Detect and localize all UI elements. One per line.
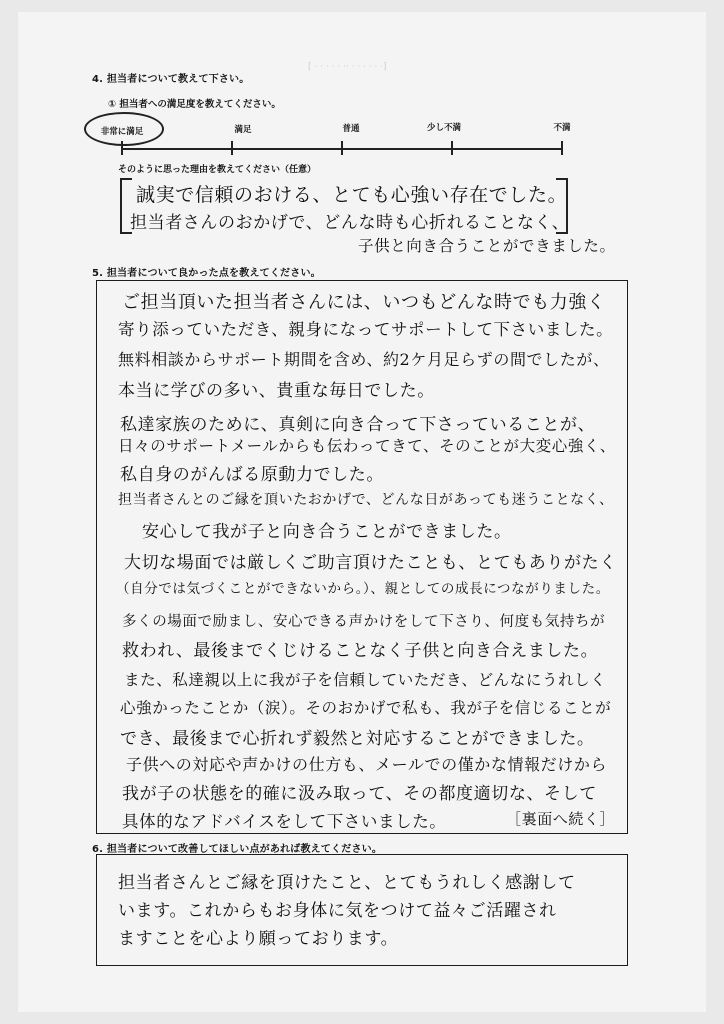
- q5-line-11: （自分では気づくことができないから。）、親としての成長につながりました。: [116, 581, 610, 597]
- reason-line-3: 子供と向き合うことができました。: [358, 237, 616, 255]
- q5-line-16: でき、最後まで心折れず毅然と対応することができました。: [120, 729, 595, 749]
- scale-label-slightly-dissatisfied: 少し不満: [426, 123, 462, 133]
- faint-bleed-marks: [ · · · · · ·· · · · · · ·]: [308, 62, 387, 72]
- q5-line-15: 心強かったことか（涙）。そのおかげで私も、我が子を信じることが: [120, 699, 612, 717]
- q5-line-7: 私自身のがんばる原動力でした。: [120, 465, 384, 485]
- continued-on-back-note: ［裏面へ続く］: [506, 810, 616, 828]
- q5-line-2: 寄り添っていただき、親身になってサポートして下さいました。: [118, 320, 614, 339]
- scale-tick: [561, 141, 563, 155]
- selected-circle-mark: [84, 112, 164, 146]
- q5-line-18: 我が子の状態を的確に汲み取って、その都度適切な、そして: [122, 784, 597, 804]
- q6-title: 6. 担当者について改善してほしい点があれば教えてください。: [92, 844, 383, 855]
- reason-line-1: 誠実で信頼のおける、とても心強い存在でした。: [136, 184, 568, 206]
- q5-line-1: ご担当頂いた担当者さんには、いつもどんな時でも力強く: [122, 292, 606, 313]
- q5-line-6: 日々のサポートメールからも伝わってきて、そのことが大変心強く、: [118, 437, 616, 455]
- q5-line-17: 子供への対応や声かけの仕方も、メールでの僅かな情報だけから: [126, 755, 608, 774]
- scale-tick: [121, 141, 123, 155]
- q6-line-3: ますことを心より願っております。: [118, 929, 399, 949]
- q6-line-2: います。これからもお身体に気をつけて益々ご活躍され: [118, 901, 557, 921]
- scale-tick: [341, 141, 343, 155]
- survey-page: [18, 12, 706, 1012]
- q5-line-19: 具体的なアドバイスをして下さいました。: [122, 812, 447, 831]
- q5-line-5: 私達家族のために、真剣に向き合って下さっていることが、: [120, 415, 596, 435]
- scale-label-very-satisfied: 非常に満足: [100, 127, 144, 137]
- scale-tick: [451, 141, 453, 155]
- q5-line-8: 担当者さんとのご縁を頂いたおかげで、どんな日があっても迷うことなく、: [118, 492, 614, 508]
- q5-line-4: 本当に学びの多い、貴重な毎日でした。: [118, 381, 435, 401]
- reason-label: そのように思った理由を教えてください（任意）: [118, 165, 317, 175]
- scale-tick: [231, 141, 233, 155]
- q4-title: 4. 担当者について教えて下さい。: [92, 74, 250, 85]
- reason-line-2: 担当者さんのおかげで、どんな時も心折れることなく、: [130, 213, 570, 233]
- q5-title: 5. 担当者について良かった点を教えてください。: [92, 268, 321, 279]
- q5-line-13: 救われ、最後までくじけることなく子供と向き合えました。: [122, 641, 599, 661]
- scale-label-dissatisfied: 不満: [553, 123, 571, 133]
- scale-label-satisfied: 満足: [234, 125, 252, 135]
- q6-line-1: 担当者さんとご縁を頂けたこと、とてもうれしく感謝して: [118, 873, 576, 893]
- scale-label-neutral: 普通: [342, 124, 360, 134]
- q5-line-3: 無料相談からサポート期間を含め、約2ケ月足らずの間でしたが、: [118, 350, 610, 369]
- q5-line-10: 大切な場面では厳しくご助言頂けたことも、とてもありがたく: [124, 553, 617, 573]
- q5-line-9: 安心して我が子と向き合うことができました。: [142, 522, 512, 542]
- q5-line-12: 多くの場面で励まし、安心できる声かけをして下さり、何度も気持ちが: [122, 614, 606, 630]
- q4-sub-title: ① 担当者への満足度を教えてください。: [108, 99, 281, 110]
- q5-line-14: また、私達親以上に我が子を信頼していただき、どんなにうれしく: [124, 671, 607, 689]
